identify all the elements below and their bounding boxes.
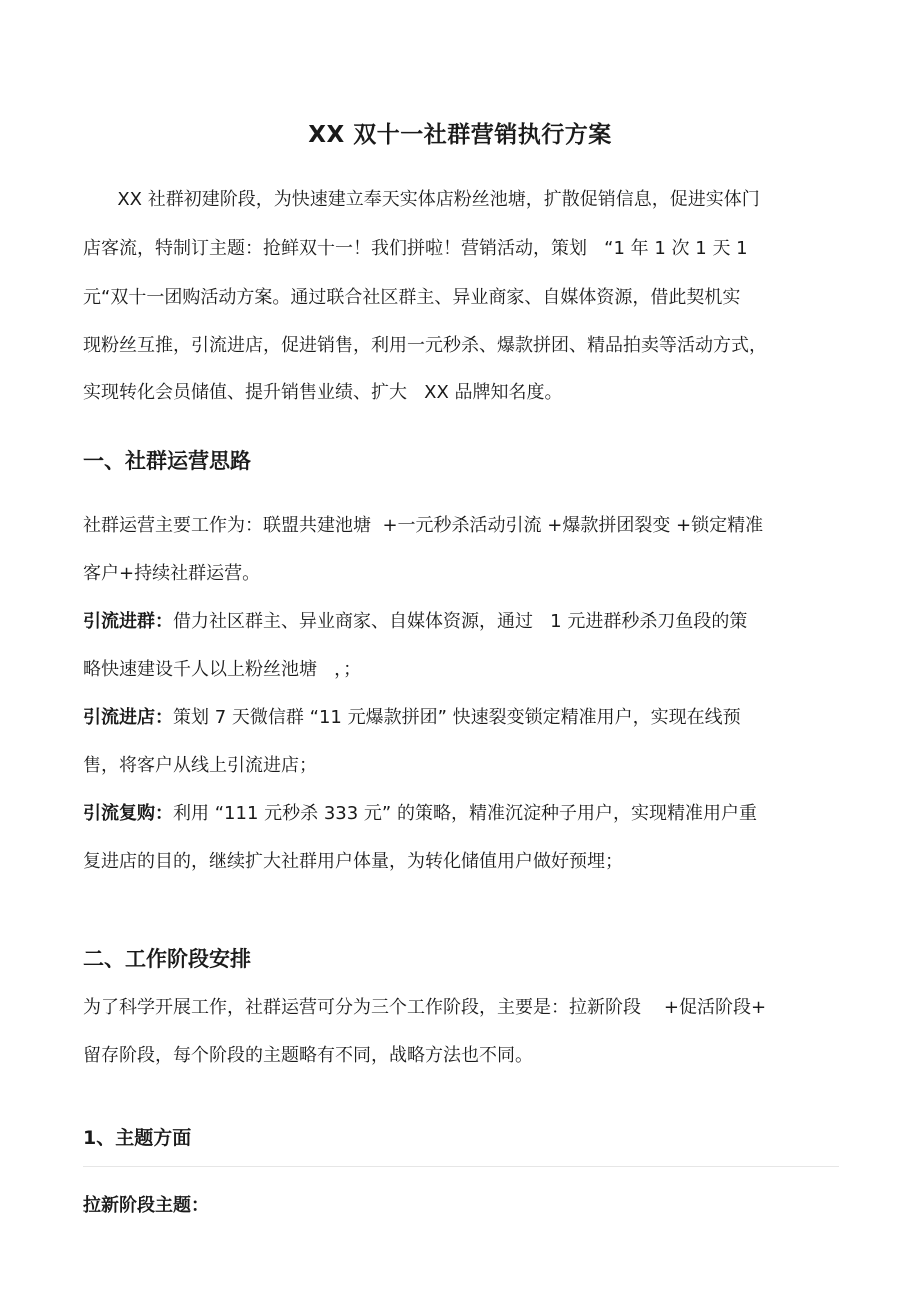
intro-line: 元“双十一团购活动方案。通过联合社区群主、异业商家、自媒体资源，借此契机实: [83, 287, 741, 308]
item-traffic-to-store: [83, 706, 741, 730]
intro-line: XX 社群初建阶段，为快速建立奉天实体店粉丝池塘，扩散促销信息，促进实体门: [83, 189, 760, 210]
item-text: 利用 “111 元秒杀 333 元” 的策略，精准沉淀种子用户，实现精准用户重: [173, 803, 757, 824]
intro-line: 店客流，特制订主题：抢鲜双十一！我们拼啦！营销活动，策划 “1 年 1 次 1 天 1: [83, 238, 748, 259]
intro-line: 现粉丝互推，引流进店，促进销售，利用一元秒杀、爆款拼团、精品拍卖等活动方式，: [83, 335, 767, 356]
subheading-theme: 1、主题方面: [83, 1127, 192, 1149]
item-continuation: 售，将客户从线上引流进店；: [83, 755, 317, 776]
section1-heading: 一、社群运营思路: [83, 449, 251, 473]
item-continuation: 略快速建设千人以上粉丝池塘 ，；: [83, 659, 362, 680]
item-text: 借力社区群主、异业商家、自媒体资源，通过 1 元进群秒杀刀鱼段的策: [173, 611, 748, 632]
section1-summary-line: 客户+持续社群运营。: [83, 563, 261, 584]
section1-summary-line: 社群运营主要工作为：联盟共建池塘 +一元秒杀活动引流 +爆款拼团裂变 +锁定精准: [83, 515, 764, 536]
divider: [83, 1166, 839, 1167]
item-continuation: 复进店的目的，继续扩大社群用户体量，为转化储值用户做好预埋；: [83, 851, 623, 872]
section2-heading: 二、工作阶段安排: [83, 947, 251, 971]
item-label: 引流进店：: [83, 707, 173, 728]
intro-line: 实现转化会员储值、提升销售业绩、扩大 XX 品牌知名度。: [83, 382, 563, 403]
document-title: XX 双十一社群营销执行方案: [308, 122, 612, 148]
item-repurchase: [83, 802, 757, 826]
item-traffic-to-group: [83, 610, 747, 634]
section2-text-line: 为了科学开展工作，社群运营可分为三个工作阶段，主要是：拉新阶段 +促活阶段+: [83, 997, 767, 1018]
section2-text-line: 留存阶段，每个阶段的主题略有不同，战略方法也不同。: [83, 1045, 533, 1066]
item-label: 引流进群：: [83, 611, 173, 632]
item-label: 引流复购：: [83, 803, 173, 824]
stage-theme-label: 拉新阶段主题：: [83, 1195, 209, 1216]
item-text: 策划 7 天微信群 “11 元爆款拼团” 快速裂变锁定精准用户，实现在线预: [173, 707, 741, 728]
